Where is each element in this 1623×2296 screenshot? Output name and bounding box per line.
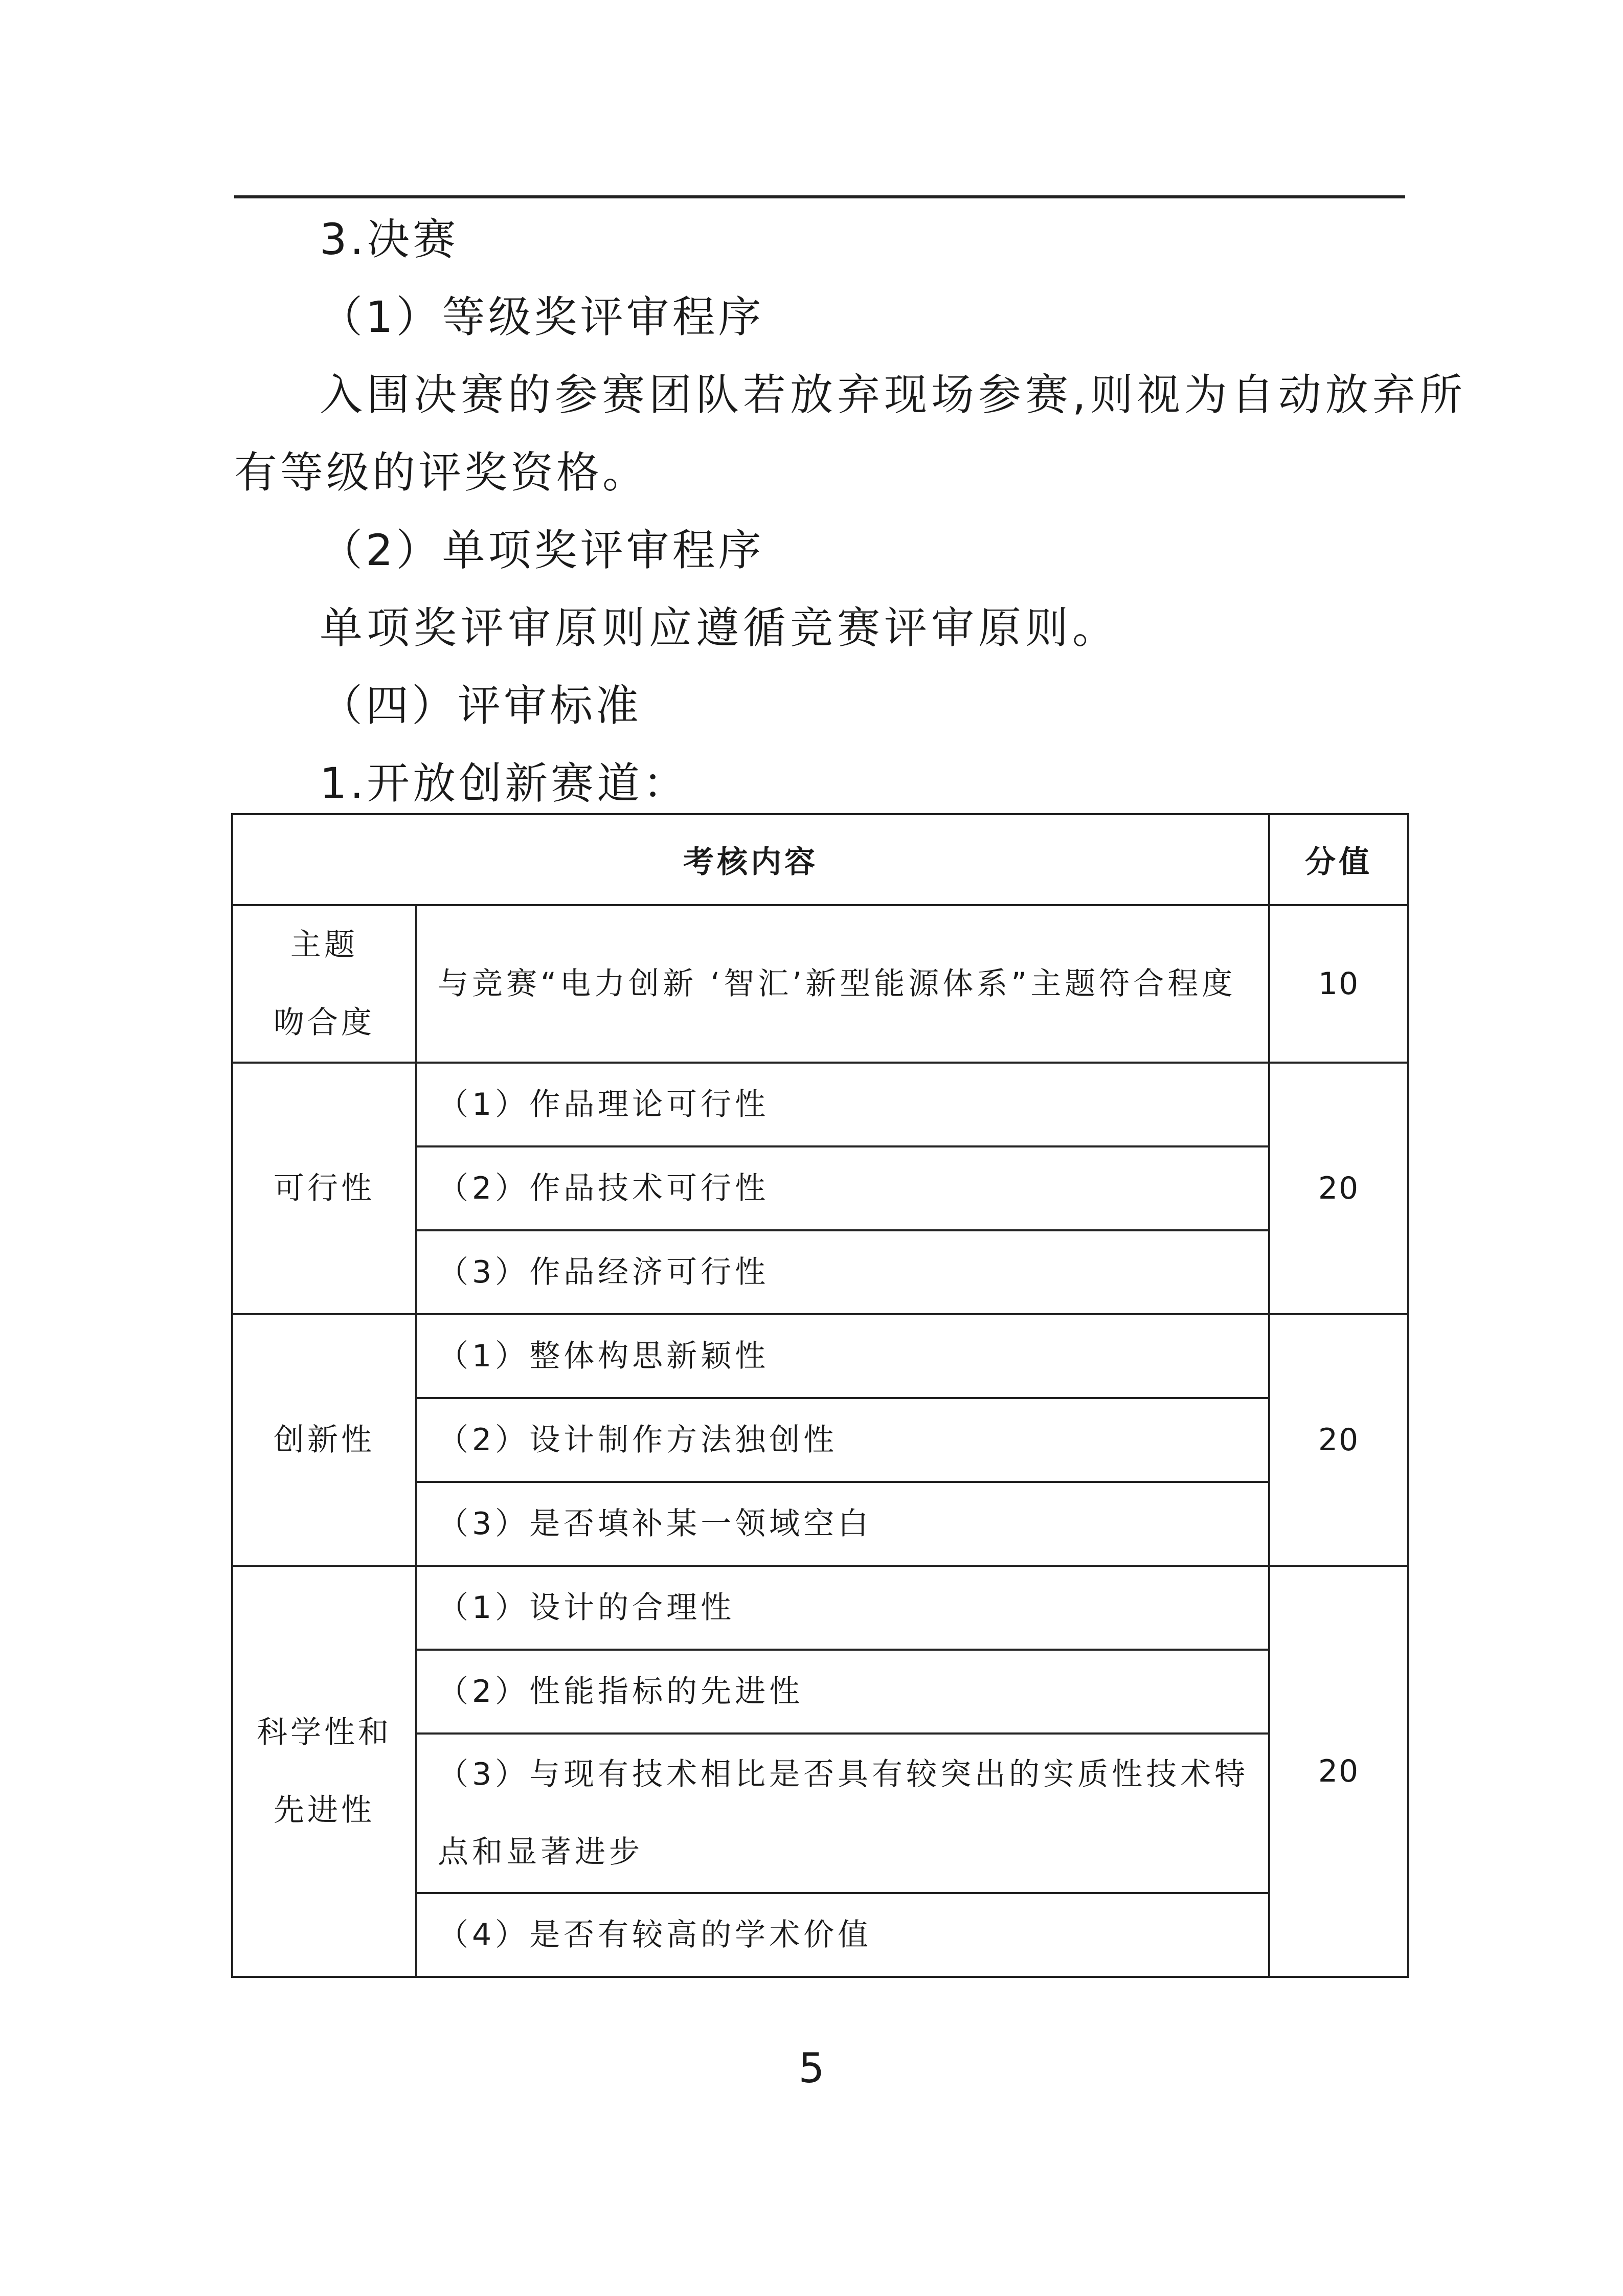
heading-final: 3.决赛 bbox=[320, 214, 459, 264]
table-row bbox=[232, 1566, 1408, 1650]
criterion-item: （4）是否有较高的学术价值 bbox=[416, 1893, 1269, 1977]
scoring-table bbox=[231, 813, 1409, 1978]
section-review-standards: （四）评审标准 bbox=[320, 681, 642, 731]
table-row bbox=[232, 1314, 1408, 1398]
category-innovation: 创新性 bbox=[232, 1314, 416, 1566]
criterion-item: （1）设计的合理性 bbox=[416, 1566, 1269, 1650]
criterion-item: （2）设计制作方法独创性 bbox=[416, 1398, 1269, 1482]
paragraph-grade-award-line2: 有等级的评奖资格。 bbox=[234, 447, 649, 498]
criterion-item: （2）性能指标的先进性 bbox=[416, 1650, 1269, 1734]
score-value: 20 bbox=[1269, 1314, 1408, 1566]
header-assessment-content: 考核内容 bbox=[232, 814, 1269, 905]
category-theme-fit: 主题 吻合度 bbox=[232, 905, 416, 1063]
criterion-item: 与竞赛“电力创新 ‘智汇’新型能源体系”主题符合程度 bbox=[416, 905, 1269, 1063]
page-number: 5 bbox=[798, 2044, 825, 2092]
score-value: 20 bbox=[1269, 1063, 1408, 1314]
category-scientific-advanced: 科学性和 先进性 bbox=[232, 1566, 416, 1977]
heading-open-innovation-track: 1.开放创新赛道： bbox=[320, 758, 689, 808]
subheading-single-award-procedure: （2）单项奖评审程序 bbox=[320, 525, 764, 575]
score-value: 20 bbox=[1269, 1566, 1408, 1977]
header-score: 分值 bbox=[1269, 814, 1408, 905]
subheading-grade-award-procedure: （1）等级奖评审程序 bbox=[320, 292, 764, 342]
criterion-item: （3）是否填补某一领域空白 bbox=[416, 1482, 1269, 1566]
criterion-item: （3）作品经济可行性 bbox=[416, 1230, 1269, 1314]
table-row bbox=[232, 905, 1408, 1063]
paragraph-grade-award-line1: 入围决赛的参赛团队若放弃现场参赛,则视为自动放弃所 bbox=[320, 370, 1467, 420]
score-value: 10 bbox=[1269, 905, 1408, 1063]
table-row bbox=[232, 1063, 1408, 1146]
criterion-item: （1）整体构思新颖性 bbox=[416, 1314, 1269, 1398]
criterion-item: （3）与现有技术相比是否具有较突出的实质性技术特点和显著进步 bbox=[416, 1734, 1269, 1893]
category-feasibility: 可行性 bbox=[232, 1063, 416, 1314]
header-rule bbox=[234, 195, 1405, 198]
criterion-item: （2）作品技术可行性 bbox=[416, 1146, 1269, 1230]
criterion-item: （1）作品理论可行性 bbox=[416, 1063, 1269, 1146]
paragraph-single-award: 单项奖评审原则应遵循竞赛评审原则。 bbox=[320, 603, 1120, 653]
